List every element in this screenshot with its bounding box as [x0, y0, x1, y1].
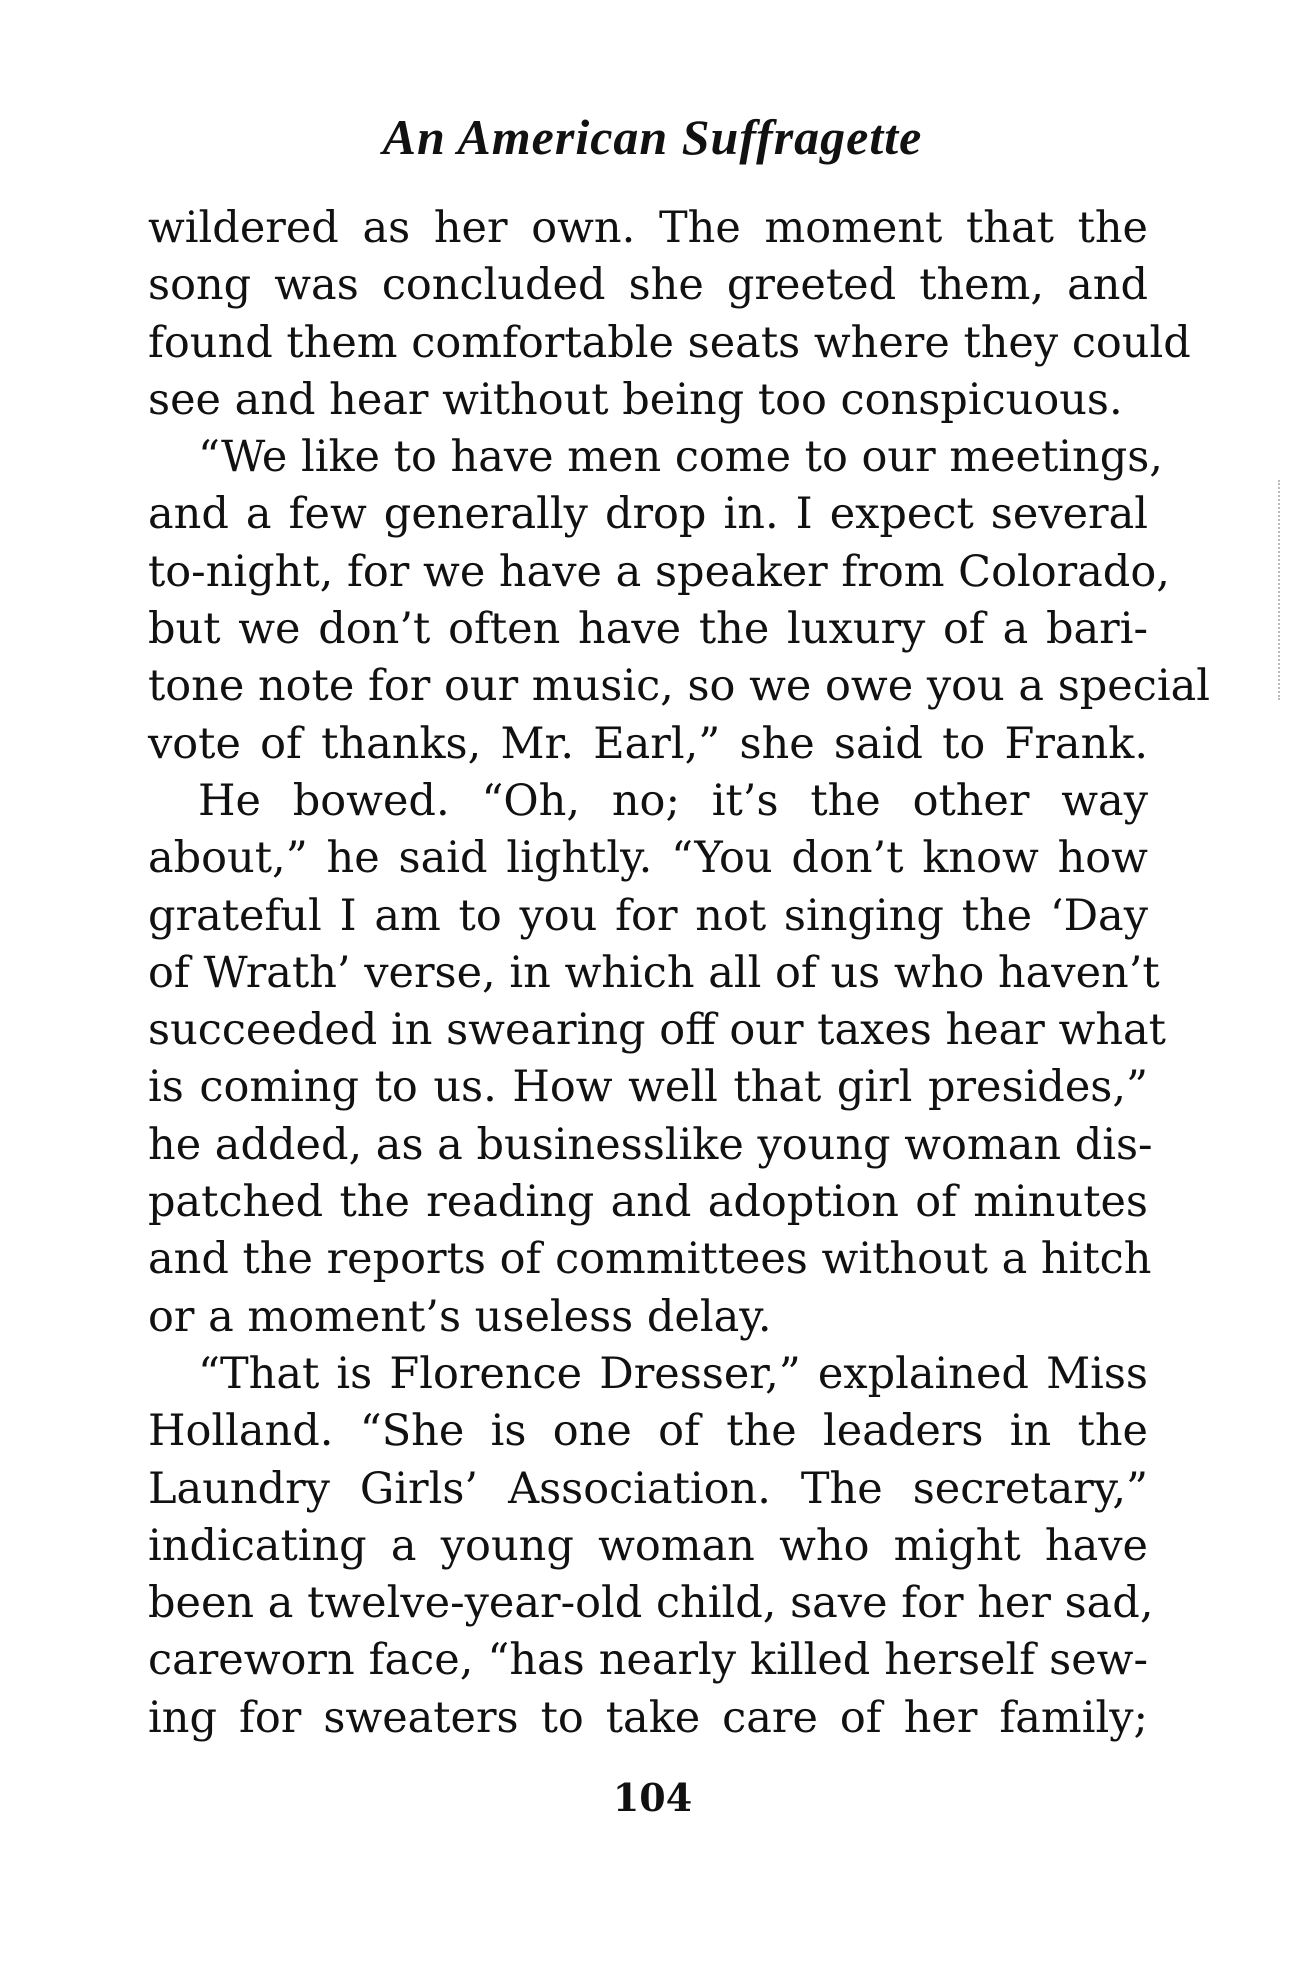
text-line: patched the reading and adoption of minutes: [148, 1177, 1148, 1228]
text-line: of Wrath’ verse, in which all of us who haven’t: [148, 947, 1160, 998]
text-line: and a few generally drop in. I expect several: [148, 489, 1148, 540]
text-line: “That is Florence Dresser,” explained Miss: [198, 1348, 1148, 1399]
text-line: wildered as her own. The moment that the: [148, 203, 1148, 253]
text-line: about,” he said lightly. “You don’t know how: [148, 833, 1148, 884]
text-line: “We like to have men come to our meetings,: [198, 432, 1163, 483]
text-line: indicating a young woman who might have: [148, 1520, 1148, 1571]
text-line: been a twelve-year-old child, save for her sad,: [148, 1578, 1154, 1629]
text-line: He bowed. “Oh, no; it’s the other way: [198, 775, 1148, 826]
page-number: 104: [612, 1775, 693, 1820]
page-margin-specks: [1278, 480, 1283, 700]
text-line: song was concluded she greeted them, and: [148, 260, 1148, 311]
text-line: ing for sweaters to take care of her family;: [148, 1692, 1148, 1743]
text-line: is coming to us. How well that girl presides,”: [148, 1062, 1148, 1113]
text-line: or a moment’s useless delay.: [148, 1291, 772, 1342]
text-line: grateful I am to you for not singing the ‘Day: [148, 890, 1148, 941]
text-line: to-night, for we have a speaker from Colorado,: [148, 546, 1170, 597]
text-line: see and hear without being too conspicuous.: [148, 374, 1123, 425]
text-line: but we don’t often have the luxury of a bari-: [148, 604, 1148, 655]
text-line: vote of thanks, Mr. Earl,” she said to Frank.: [148, 718, 1148, 769]
running-head-title: An American Suffragette: [382, 109, 923, 165]
text-line: he added, as a businesslike young woman dis-: [148, 1119, 1153, 1170]
text-line: Laundry Girls’ Association. The secretary,”: [148, 1463, 1148, 1514]
text-line: careworn face, “has nearly killed herself sew-: [148, 1635, 1148, 1686]
text-line: and the reports of committees without a hitch: [148, 1234, 1152, 1285]
text-line: Holland. “She is one of the leaders in the: [148, 1406, 1148, 1457]
text-line: succeeded in swearing off our taxes hear what: [148, 1005, 1166, 1056]
text-line: found them comfortable seats where they could: [148, 317, 1191, 368]
body-text: [148, 200, 1210, 1747]
text-line: tone note for our music, so we owe you a special: [148, 661, 1210, 712]
